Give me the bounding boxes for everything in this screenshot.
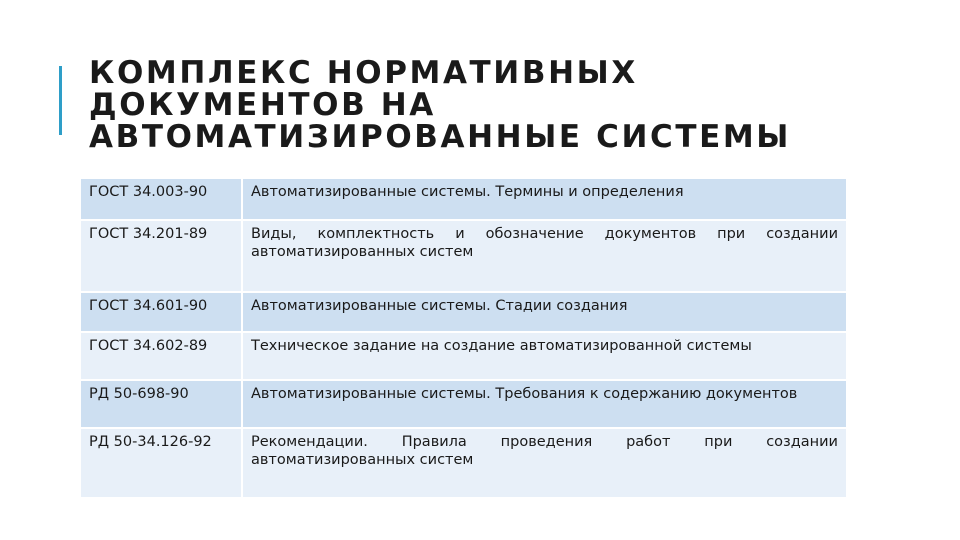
document-code-cell: ГОСТ 34.601-90 — [81, 292, 242, 332]
slide-title-line-1: КОМПЛЕКС НОРМАТИВНЫХ — [89, 55, 638, 91]
slide-title-line-2: ДОКУМЕНТОВ НА — [89, 87, 436, 123]
document-code-cell: РД 50-698-90 — [81, 380, 242, 428]
document-title-cell: Рекомендации. Правила проведения работ при создании автоматизированных систем — [242, 428, 846, 497]
table-row — [81, 380, 846, 428]
document-title-cell: Автоматизированные системы. Стадии создания — [242, 292, 846, 332]
document-code-cell: ГОСТ 34.003-90 — [81, 179, 242, 220]
document-title-cell: Виды, комплектность и обозначение документов при создании автоматизированных систем — [242, 220, 846, 292]
normative-documents-table — [81, 179, 846, 497]
table-row — [81, 428, 846, 497]
document-code-cell: ГОСТ 34.602-89 — [81, 332, 242, 380]
slide-title — [89, 57, 889, 153]
table-row — [81, 332, 846, 380]
title-accent-bar — [59, 66, 62, 135]
document-code-cell: РД 50-34.126-92 — [81, 428, 242, 497]
document-code-cell: ГОСТ 34.201-89 — [81, 220, 242, 292]
table-row — [81, 220, 846, 292]
table-row — [81, 292, 846, 332]
table-row — [81, 179, 846, 220]
document-title-cell: Техническое задание на создание автоматизированной системы — [242, 332, 846, 380]
document-title-cell: Автоматизированные системы. Термины и определения — [242, 179, 846, 220]
slide-title-line-3: АВТОМАТИЗИРОВАННЫЕ СИСТЕМЫ — [89, 119, 792, 155]
document-title-cell: Автоматизированные системы. Требования к содержанию документов — [242, 380, 846, 428]
